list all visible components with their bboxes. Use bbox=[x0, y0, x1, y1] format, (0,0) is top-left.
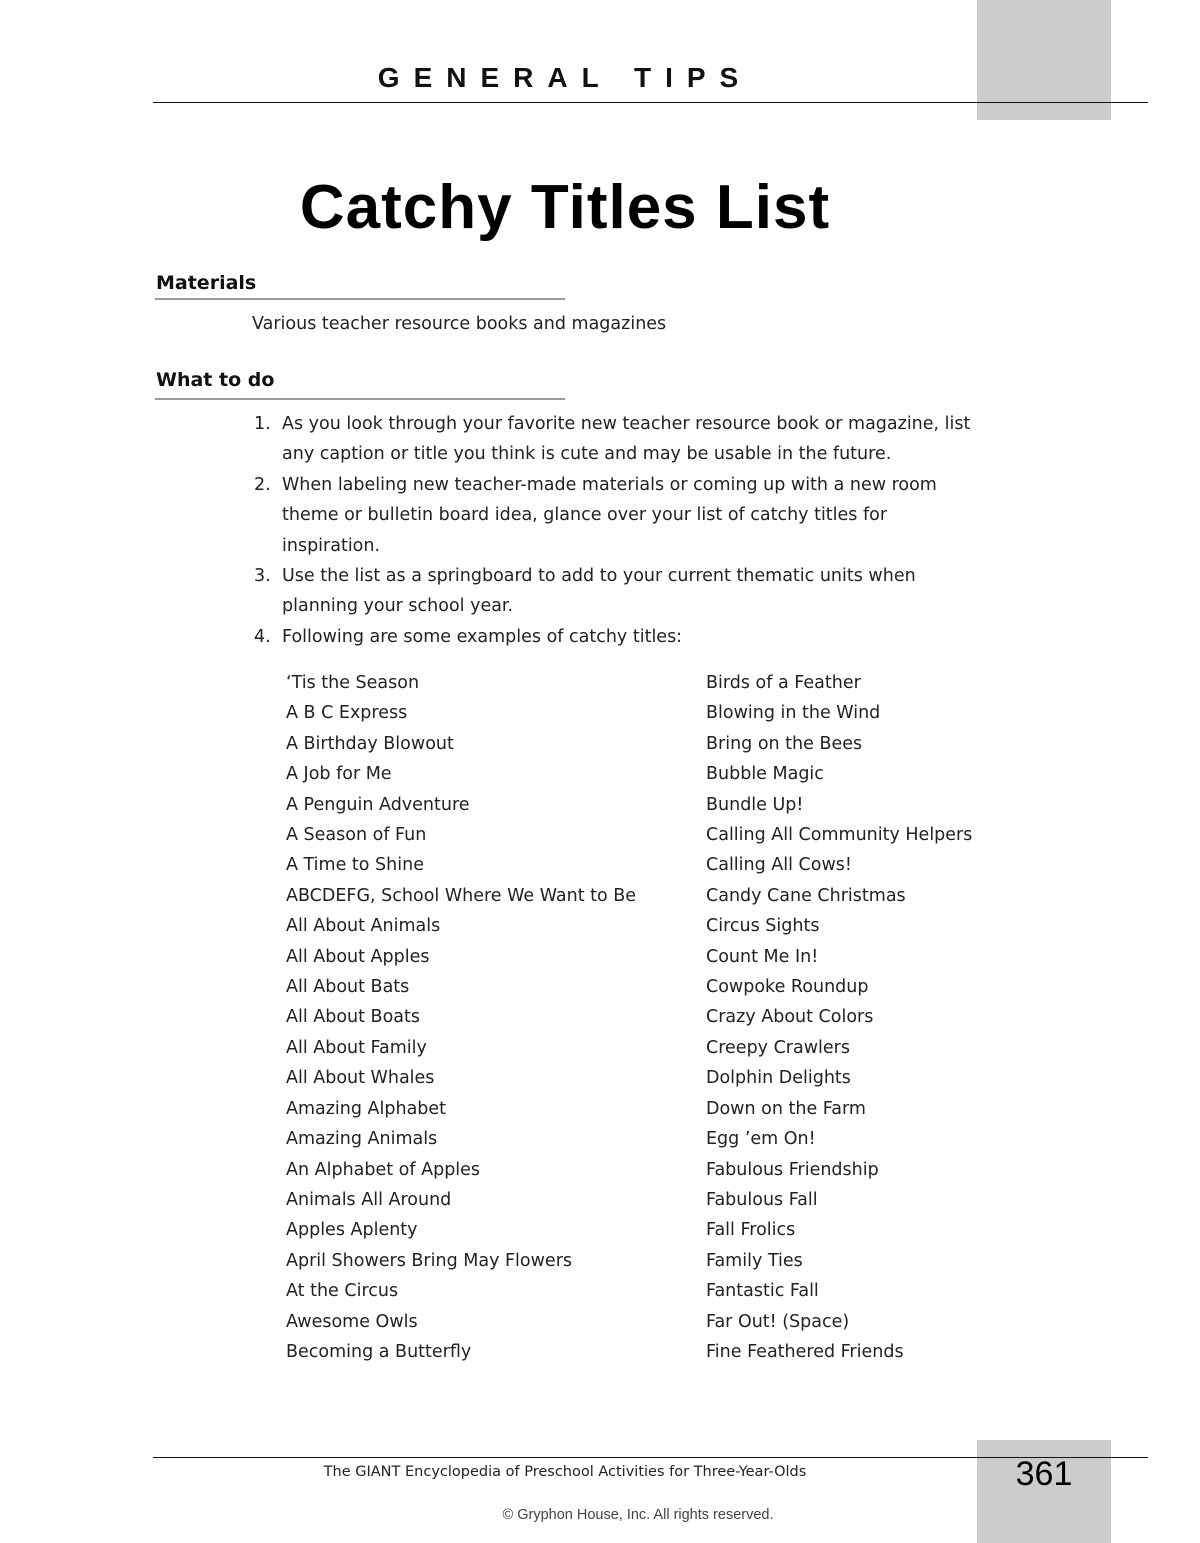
step-number: 3. bbox=[254, 566, 271, 587]
title-item: At the Circus bbox=[286, 1281, 399, 1302]
step-text: Use the list as a springboard to add to your current thematic units when planning your school year. bbox=[282, 566, 916, 617]
title-item: ABCDEFG, School Where We Want to Be bbox=[286, 885, 637, 906]
step-number: 4. bbox=[254, 626, 271, 647]
title-item: Bubble Magic bbox=[706, 764, 824, 785]
title-item: Creepy Crawlers bbox=[706, 1037, 850, 1058]
steps-list bbox=[252, 409, 972, 652]
title-item: A B C Express bbox=[286, 703, 408, 724]
step-text: Following are some examples of catchy titles: bbox=[282, 626, 683, 647]
title-item: April Showers Bring May Flowers bbox=[286, 1250, 573, 1271]
step-text: When labeling new teacher-made materials or coming up with a new room theme or bulletin board idea, glance over your list of catchy titles for inspiration. bbox=[282, 474, 937, 556]
title-item: Amazing Alphabet bbox=[286, 1098, 447, 1119]
what-to-do-rule bbox=[155, 398, 565, 400]
page-title: Catchy Titles List bbox=[299, 173, 831, 242]
title-item: Animals All Around bbox=[286, 1189, 452, 1210]
title-item: All About Bats bbox=[286, 977, 410, 998]
materials-rule bbox=[155, 298, 565, 300]
title-item: Fabulous Fall bbox=[706, 1189, 818, 1210]
page-number: 361 bbox=[1015, 1455, 1073, 1493]
materials-text: Various teacher resource books and magazines bbox=[252, 314, 667, 334]
title-item: Calling All Cows! bbox=[706, 855, 852, 876]
title-item: Dolphin Delights bbox=[706, 1068, 851, 1089]
title-item: Awesome Owls bbox=[286, 1311, 418, 1332]
what-to-do-heading: What to do bbox=[156, 369, 275, 391]
title-item: Family Ties bbox=[706, 1250, 803, 1271]
title-item: Fantastic Fall bbox=[706, 1281, 819, 1302]
title-item: Amazing Animals bbox=[286, 1129, 438, 1150]
step-text: As you look through your favorite new teacher resource book or magazine, list any caption or title you think is cute and may be usable in the future. bbox=[282, 414, 971, 465]
step-item bbox=[252, 470, 972, 561]
step-item bbox=[252, 622, 972, 652]
copyright: © Gryphon House, Inc. All rights reserved. bbox=[502, 1507, 774, 1523]
title-item: All About Whales bbox=[286, 1068, 435, 1089]
header-rule bbox=[153, 102, 1148, 103]
title-item: Bring on the Bees bbox=[706, 733, 863, 754]
title-item: Birds of a Feather bbox=[706, 673, 861, 693]
title-item: All About Animals bbox=[286, 916, 441, 937]
title-item: A Job for Me bbox=[286, 764, 392, 785]
title-item: Fine Feathered Friends bbox=[706, 1341, 904, 1362]
title-item: Apples Aplenty bbox=[286, 1220, 418, 1241]
title-item: All About Apples bbox=[286, 946, 430, 967]
title-item: All About Boats bbox=[286, 1007, 420, 1028]
step-number: 1. bbox=[254, 414, 271, 434]
title-item: All About Family bbox=[286, 1037, 427, 1058]
titles-column-right bbox=[706, 668, 972, 1367]
title-item: A Time to Shine bbox=[286, 855, 424, 876]
title-item: ‘Tis the Season bbox=[286, 673, 420, 693]
title-item: A Birthday Blowout bbox=[286, 733, 454, 754]
title-item: Down on the Farm bbox=[706, 1098, 866, 1119]
title-item: Cowpoke Roundup bbox=[706, 977, 869, 998]
title-item: Far Out! (Space) bbox=[706, 1311, 850, 1332]
title-item: Crazy About Colors bbox=[706, 1007, 874, 1028]
title-item: Calling All Community Helpers bbox=[706, 825, 973, 846]
title-item: A Penguin Adventure bbox=[286, 794, 470, 815]
title-item: Fall Frolics bbox=[706, 1220, 796, 1241]
title-item: A Season of Fun bbox=[286, 825, 427, 846]
step-item bbox=[252, 409, 972, 470]
title-item: Bundle Up! bbox=[706, 794, 804, 815]
title-item: Candy Cane Christmas bbox=[706, 885, 906, 906]
section-header: GENERAL TIPS bbox=[377, 62, 753, 93]
materials-heading: Materials bbox=[156, 272, 257, 294]
title-item: Count Me In! bbox=[706, 946, 819, 967]
title-item: Fabulous Friendship bbox=[706, 1159, 879, 1180]
title-item: Blowing in the Wind bbox=[706, 703, 881, 724]
step-number: 2. bbox=[254, 474, 271, 495]
titles-column-left bbox=[286, 668, 636, 1367]
title-item: Egg ’em On! bbox=[706, 1129, 816, 1150]
title-item: An Alphabet of Apples bbox=[286, 1159, 481, 1180]
book-title: The GIANT Encyclopedia of Preschool Activities for Three-Year-Olds bbox=[323, 1464, 807, 1480]
title-item: Becoming a Butterfly bbox=[286, 1341, 472, 1362]
title-item: Circus Sights bbox=[706, 916, 820, 937]
step-item bbox=[252, 561, 972, 622]
